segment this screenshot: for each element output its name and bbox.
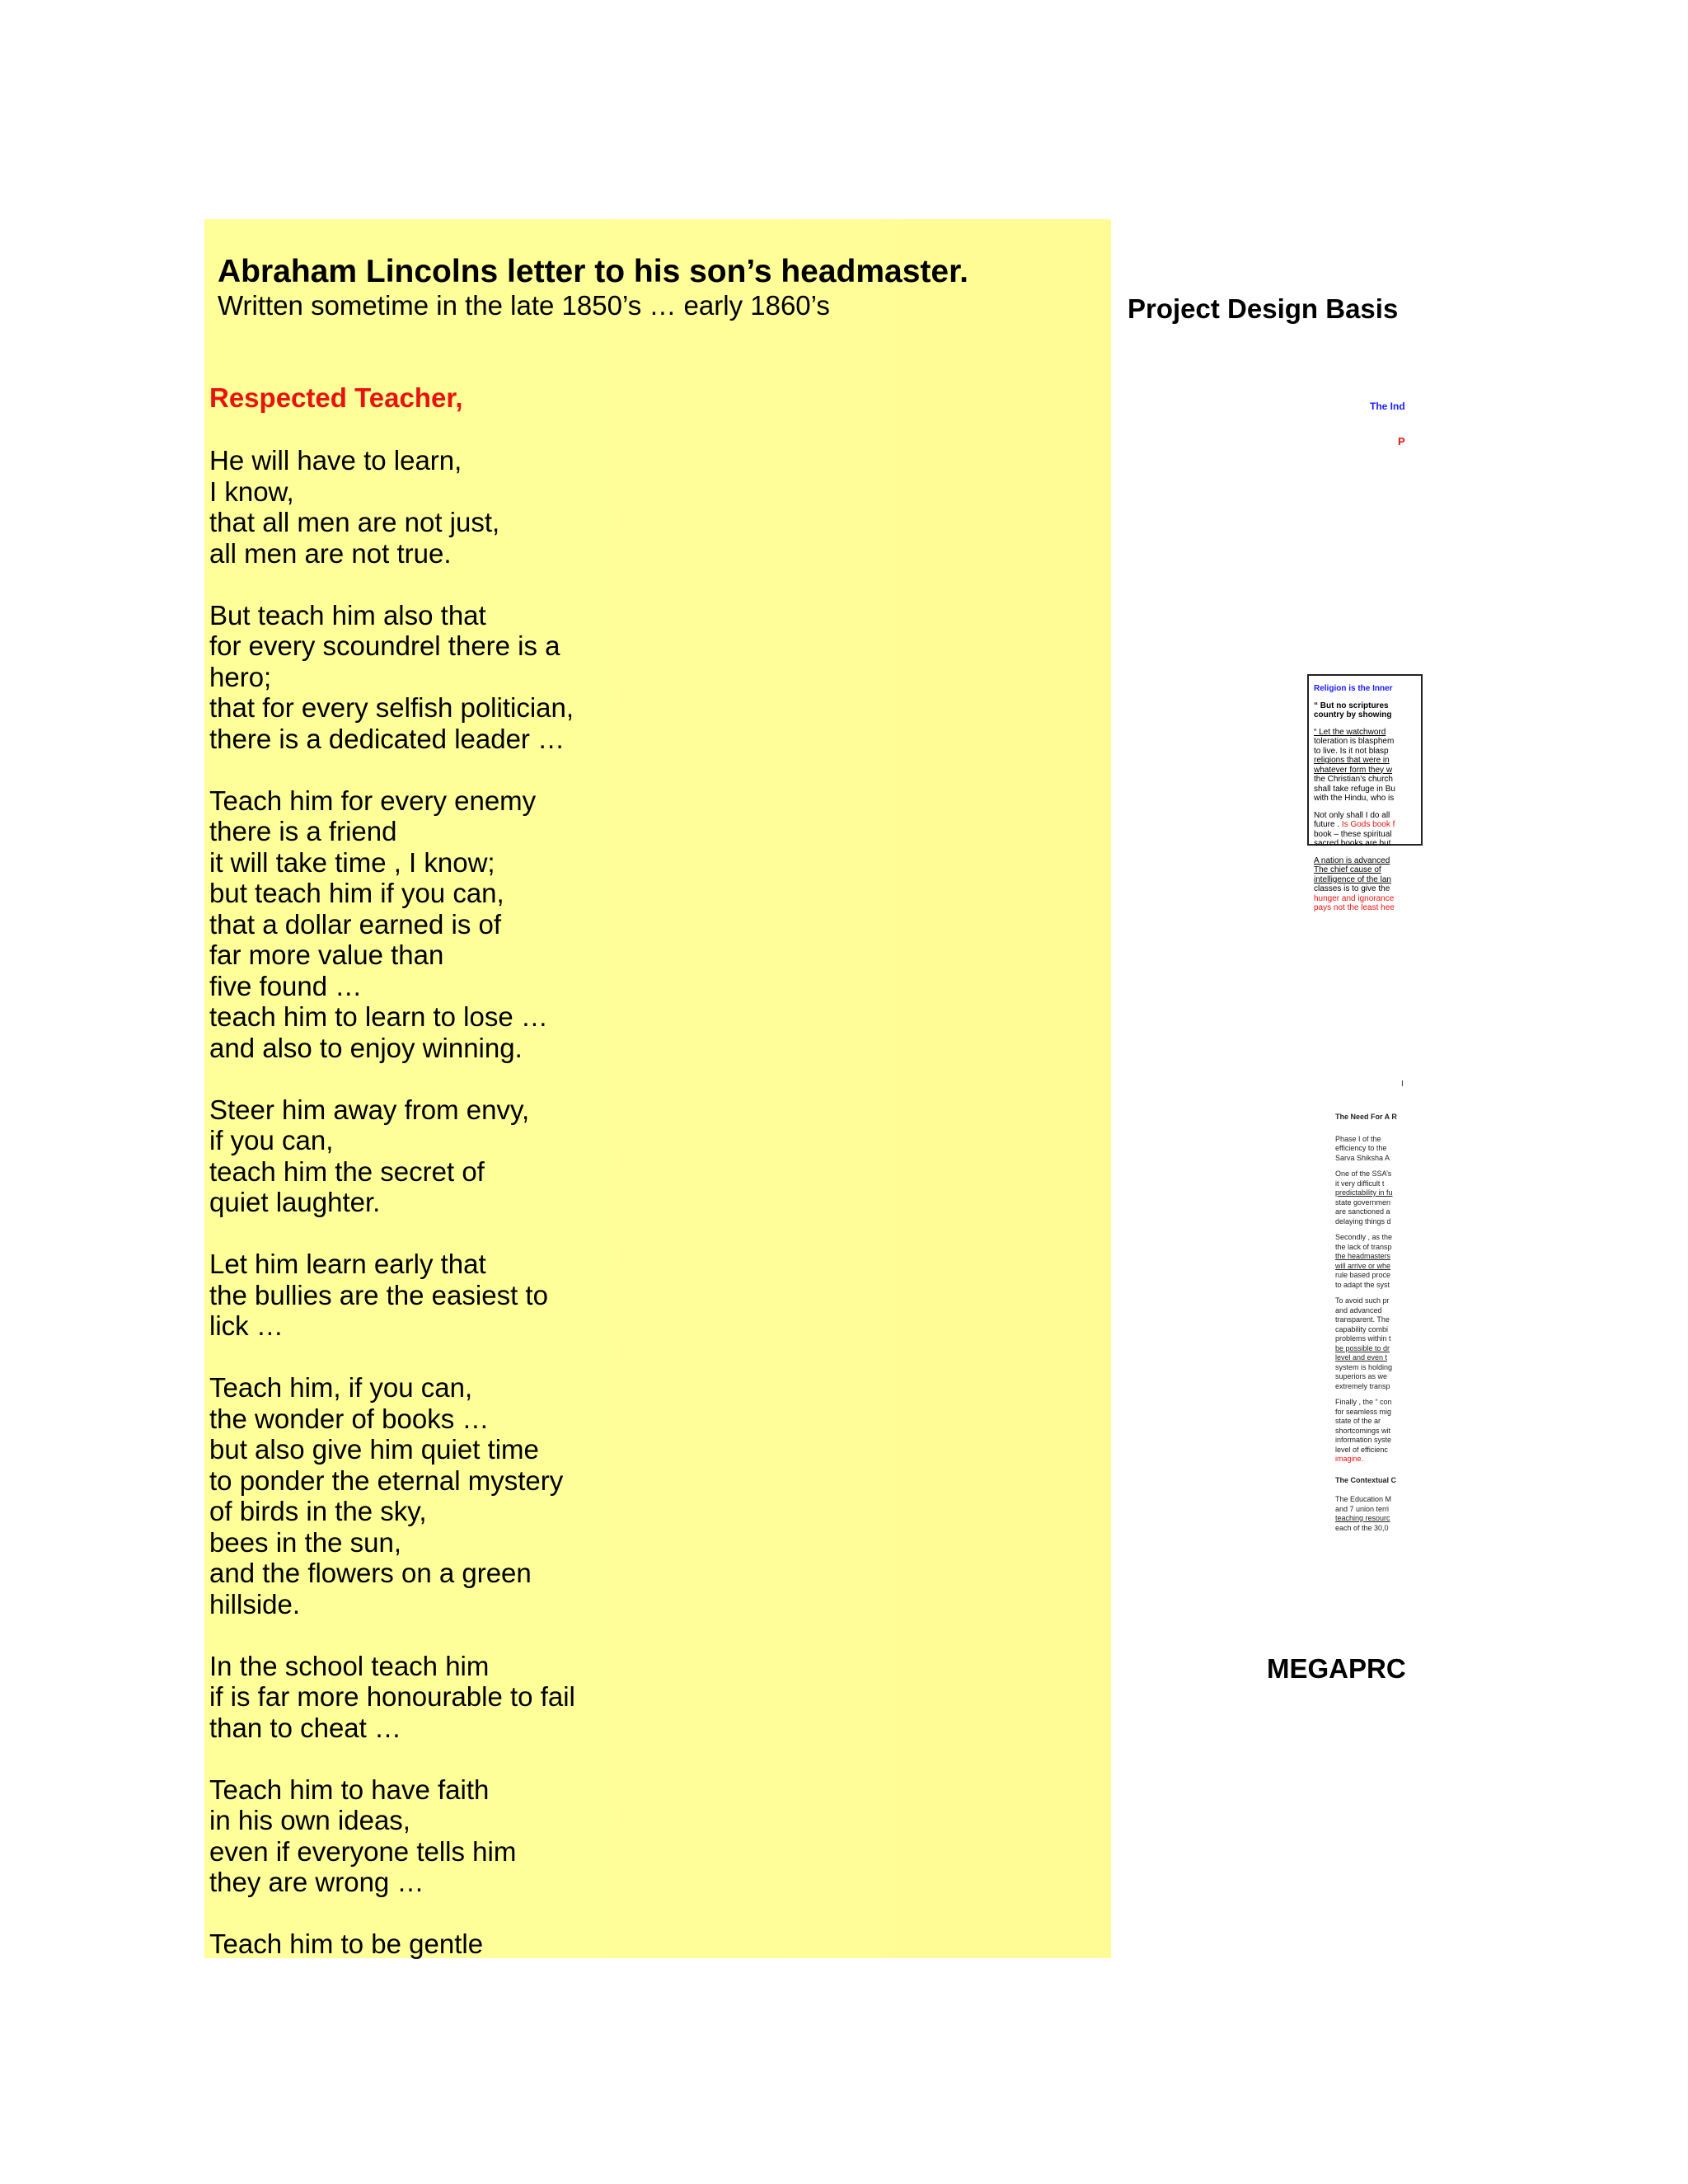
religion-box-line: intelligence of the lan — [1314, 874, 1391, 884]
religion-box-red-fragment: Is Gods book f — [1341, 820, 1395, 829]
poem-stanza — [209, 1372, 575, 1619]
poem-line: that a dollar earned is of — [209, 908, 502, 940]
religion-box-line: book – these spiritual — [1314, 829, 1392, 839]
religion-box-line: “ Let the watchword — [1314, 727, 1386, 737]
religion-box-line: classes is to give the — [1314, 884, 1390, 893]
poem-line: teach him to learn to lose … — [209, 1001, 548, 1032]
poem-line: Let him learn early that — [209, 1249, 486, 1279]
religion-box-line: The chief cause of — [1314, 865, 1381, 874]
letter-panel — [204, 219, 1111, 1958]
need-line: Secondly , as the — [1335, 1233, 1393, 1241]
poem-line: and also to enjoy winning. — [209, 1032, 523, 1063]
tiny-blue-heading: The Ind — [1370, 401, 1405, 412]
poem-line: hillside. — [209, 1588, 301, 1619]
need-line: One of the SSA’s — [1335, 1169, 1392, 1178]
need-block-heading: The Need For A R — [1335, 1113, 1397, 1121]
tiny-red-heading: P — [1398, 435, 1405, 448]
poem-line: five found … — [209, 970, 363, 1001]
need-line: will arrive or whe — [1335, 1261, 1391, 1270]
need-line: for seamless mig — [1335, 1407, 1392, 1416]
need-red-line: imagine. — [1335, 1455, 1364, 1463]
religion-box-red-line: hunger and ignorance — [1314, 893, 1395, 903]
poem-stanza — [209, 445, 575, 569]
poem-stanza — [209, 1774, 575, 1898]
poem-line: the bullies are the easiest to — [209, 1279, 548, 1310]
need-line: extremely transp — [1335, 1381, 1390, 1390]
contextual-heading: The Contextual C — [1335, 1475, 1397, 1484]
need-line: level of efficienc — [1335, 1445, 1388, 1454]
poem-stanza — [209, 1094, 575, 1218]
need-line: and advanced — [1335, 1305, 1382, 1315]
poem-line: there is a friend — [209, 816, 397, 846]
religion-box-line: to live. Is it not blasp — [1314, 746, 1389, 756]
need-line: transparent. The — [1335, 1315, 1390, 1324]
salutation: Respected Teacher, — [209, 382, 463, 413]
need-line: and 7 union terri — [1335, 1504, 1390, 1513]
poem-line: teach him the secret of — [209, 1155, 485, 1187]
need-line: to adapt the syst — [1335, 1280, 1390, 1289]
need-line: predictability in fu — [1335, 1188, 1393, 1197]
poem-line: Teach him, if you can, — [209, 1372, 473, 1403]
poem-line: if you can, — [209, 1125, 334, 1155]
poem-line: hero; — [209, 661, 272, 692]
need-line: the lack of transp — [1335, 1242, 1392, 1251]
religion-box-line: religions that were in — [1314, 756, 1390, 765]
poem-line: Steer him away from envy, — [209, 1094, 530, 1125]
need-line: Sarva Shiksha A — [1335, 1153, 1390, 1162]
poem-line: of birds in the sky, — [209, 1496, 427, 1526]
poem-line: far more value than — [209, 940, 444, 970]
need-line: system is holding — [1335, 1362, 1393, 1371]
project-design-title: Project Design Basis — [1128, 293, 1399, 324]
need-line: shortcomings wit — [1335, 1426, 1391, 1435]
poem-line: bees in the sun, — [209, 1526, 401, 1558]
letter-subtitle: Written sometime in the late 1850’s … early 1860’s — [218, 290, 830, 321]
religion-box-line: “ But no scriptures — [1314, 701, 1389, 710]
poem-line: But teach him also that — [209, 599, 486, 630]
poem-line: and the flowers on a green — [209, 1558, 532, 1588]
megapro-label: MEGAPRC — [1267, 1653, 1406, 1684]
poem-line: that for every selfish politician, — [209, 692, 574, 723]
need-line: problems within t — [1335, 1334, 1391, 1343]
poem-line: I know, — [209, 476, 294, 507]
religion-box-line: with the Hindu, who is — [1314, 794, 1395, 803]
poem-body — [209, 445, 575, 1990]
need-line: Phase I of the — [1335, 1134, 1381, 1143]
poem-line: Teach him for every enemy — [209, 785, 537, 816]
poem-line: the wonder of books … — [209, 1403, 490, 1434]
poem-line: it will take time , I know; — [209, 846, 495, 878]
need-line: The Education M — [1335, 1495, 1392, 1503]
right-column — [1121, 247, 1405, 1978]
poem-line: even if everyone tells him — [209, 1835, 517, 1867]
poem-stanza — [209, 1249, 575, 1342]
poem-line: there is a dedicated leader … — [209, 723, 565, 754]
need-line: level and even t — [1335, 1353, 1388, 1361]
need-line: delaying things d — [1335, 1216, 1391, 1226]
poem-line: to ponder the eternal mystery — [209, 1465, 564, 1496]
religion-box-red-line: pays not the least hee — [1314, 903, 1395, 912]
need-line: be possible to dr — [1335, 1343, 1390, 1352]
need-line: each of the 30,0 — [1335, 1523, 1389, 1532]
need-line: the headmasters — [1335, 1252, 1391, 1260]
religion-quote-box — [1307, 674, 1423, 912]
need-line: To avoid such pr — [1335, 1296, 1390, 1305]
need-line: capability combi — [1335, 1324, 1389, 1333]
poem-line: quiet laughter. — [209, 1187, 381, 1217]
poem-line: In the school teach him — [209, 1650, 490, 1681]
religion-box-line: country by showing — [1314, 710, 1392, 719]
poem-line: for every scoundrel there is a — [209, 630, 560, 661]
religion-box-line: sacred books are but — [1314, 839, 1391, 848]
poem-line: they are wrong … — [209, 1867, 424, 1897]
poem-line: but teach him if you can, — [209, 878, 504, 908]
poem-line: all men are not true. — [209, 537, 452, 569]
need-line: rule based proce — [1335, 1271, 1391, 1279]
need-line: Finally , the “ con — [1335, 1398, 1392, 1406]
poem-line: Teach him to be gentle — [209, 1929, 484, 1959]
religion-box-heading: Religion is the Inner — [1314, 684, 1393, 693]
need-line: superiors as we — [1335, 1372, 1388, 1380]
poem-stanza — [209, 785, 575, 1064]
need-line: information syste — [1335, 1436, 1392, 1444]
poem-stanza — [209, 1651, 575, 1744]
need-line: teaching resourc — [1335, 1514, 1390, 1522]
religion-box-line: Not only shall I do all — [1314, 810, 1390, 820]
poem-line: but also give him quiet time — [209, 1434, 539, 1465]
poem-line: lick … — [209, 1310, 284, 1341]
poem-line: in his own ideas, — [209, 1805, 410, 1835]
poem-line: Teach him to have faith — [209, 1774, 490, 1805]
religion-box-fragment: future . — [1314, 820, 1342, 829]
need-line: state governmen — [1335, 1197, 1391, 1207]
religion-box-line: toleration is blasphem — [1314, 737, 1395, 746]
need-block — [1335, 1113, 1409, 1540]
religion-box-line: A nation is advanced — [1314, 855, 1390, 865]
poem-line: than to cheat … — [209, 1712, 401, 1743]
need-line: are sanctioned a — [1335, 1207, 1390, 1216]
poem-stanza — [209, 600, 575, 755]
religion-box-line: the Christian’s church — [1314, 775, 1393, 784]
tiny-mark: I — [1401, 1080, 1404, 1089]
need-line: it very difficult t — [1335, 1179, 1385, 1188]
poem-line: that all men are not just, — [209, 507, 500, 537]
poem-stanza — [209, 1929, 575, 1960]
need-line: efficiency to the — [1335, 1144, 1387, 1152]
letter-title: Abraham Lincolns letter to his son’s headmaster. — [218, 254, 968, 289]
religion-box-line: whatever form they w — [1314, 765, 1393, 775]
religion-box-line: shall take refuge in Bu — [1314, 784, 1395, 794]
need-line: state of the ar — [1335, 1417, 1381, 1425]
poem-line: He will have to learn, — [209, 445, 462, 476]
poem-line: if is far more honourable to fail — [209, 1681, 575, 1712]
